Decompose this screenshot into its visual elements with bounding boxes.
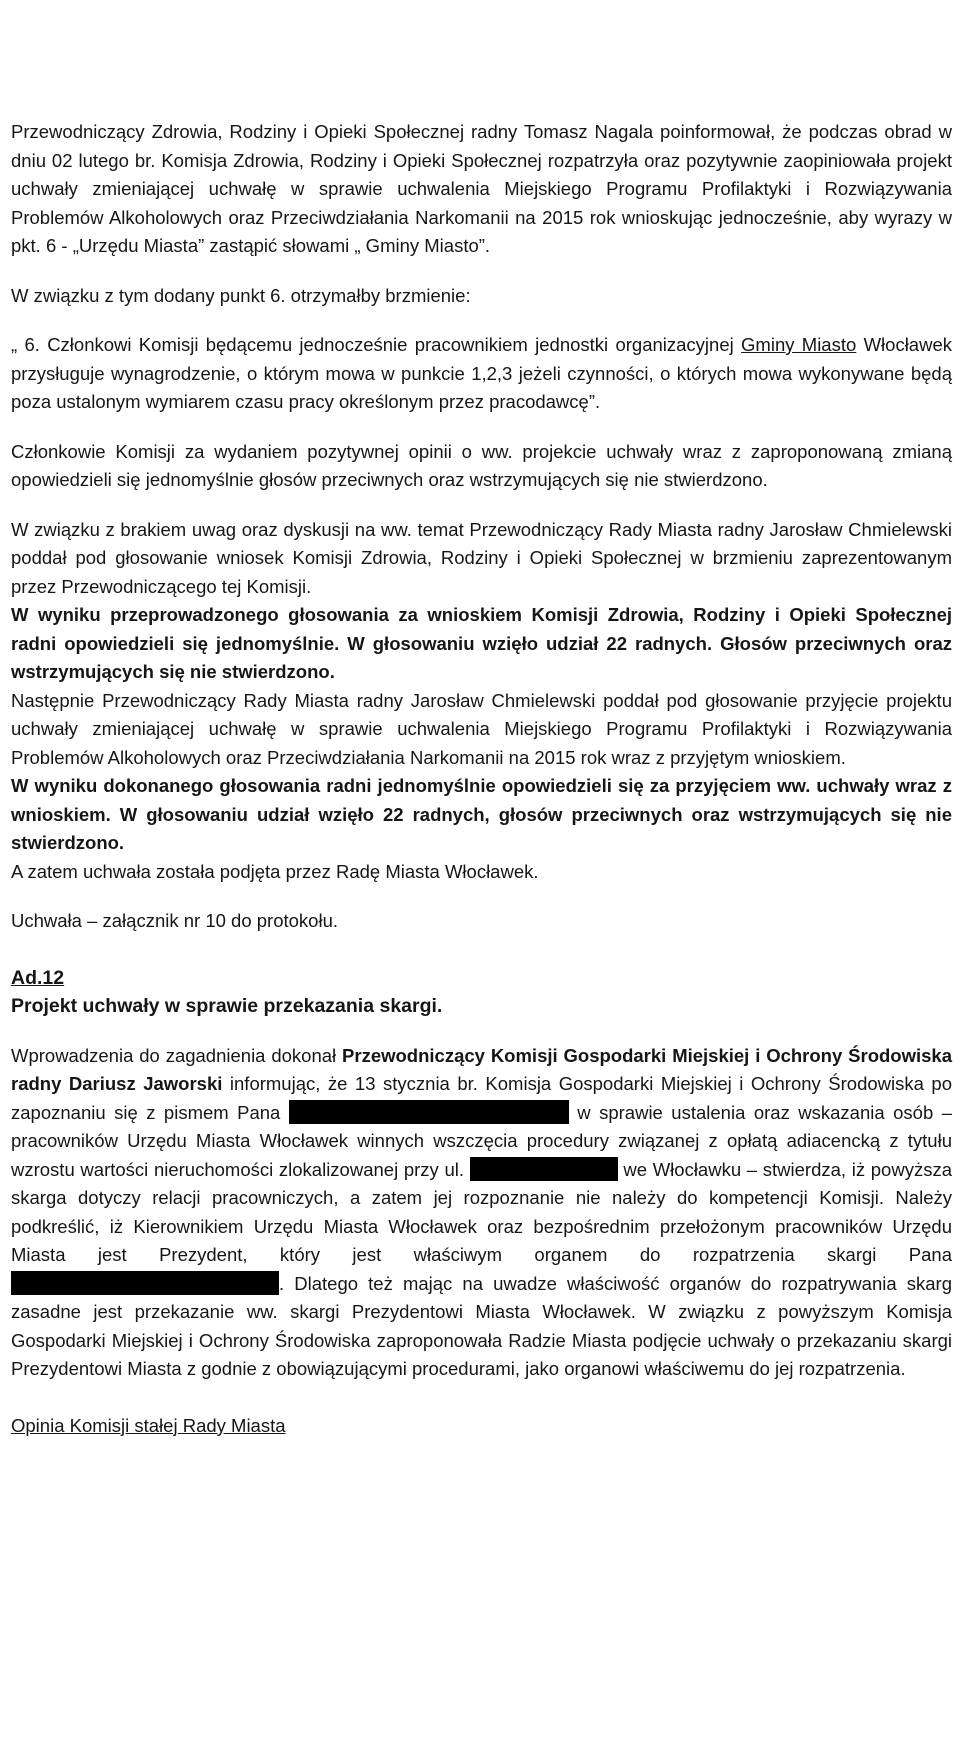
paragraph-point-6-intro: W związku z tym dodany punkt 6. otrzymałby brzmienie: [11,284,471,306]
redacted-street-block [470,1157,618,1181]
complaint-presenter: Przewodniczący Komisji Gospodarki Miejskiej i Ochrony Środowiska radny Dariusz Jaworski [11,1044,952,1094]
paragraph-vote-result-resolution: W wyniku dokonanego głosowania radni jednomyślnie opowiedzieli się za przyjęciem ww. uchwały wraz z wnioskiem. W głosowaniu udział wzięło 22 radnych, głosów przeciwnych oraz wstrzymujących się nie stwierdzono. [11,775,952,853]
redacted-name-block-2 [11,1271,279,1295]
paragraph-committee-opinion: Członkowie Komisji za wydaniem pozytywnej opinii o ww. projekcie uchwały wraz z zaproponowaną zmianą opowiedzieli się jednomyślnie głosów przeciwnych oraz wstrzymujących się nie stwierdzono. [11,440,952,490]
paragraph-committee-report: Przewodniczący Zdrowia, Rodziny i Opieki Społecznej radny Tomasz Nagala poinformował, że podczas obrad w dniu 02 lutego br. Komisja Zdrowia, Rodziny i Opieki Społecznej rozpatrzyła oraz pozytywnie zaopiniowała projekt uchwały zmieniającej uchwałę w sprawie uchwalenia Miejskiego Programu Profilaktyki i Rozwiązywania Problemów Alkoholowych oraz Przeciwdziałania Narkomanii na 2015 rok wnioskując jednocześnie, aby wyrazy w pkt. 6 - „Urzędu Miasta” zastąpić słowami „ Gminy Miasto”. [11,121,952,256]
paragraph-attachment-note: Uchwała – załącznik nr 10 do protokołu. [11,910,339,931]
complaint-text-f: . Dlatego też mając na uwadze właściwość organów do rozpatrywania skarg zasadne jest przekazanie ww. skargi Prezydentowi Miasta Włocławek. W związku z powyższym Komisja Gospodarki Miejskiej i Ochrony Środowiska zaproponowała Radzie Miasta podjęcie uchwały o przekazaniu skargi Prezydentowi Miasta z godnie z obowiązującymi procedurami, jako organowi właściwemu do jej rozpatrzenia. [11,1272,952,1379]
complaint-text-e: we Włocławku – stwierdza, iż powyższa skarga dotyczy relacji pracowniczych, a zatem jej rozpoznanie nie należy do kompetencji Komisji. Należy podkreślić, iż Kierownikiem Urzędu Miasta Włocławek oraz bezpośrednim przełożonym pracowników Urzędu Miasta jest Prezydent, który jest właściwym organem do rozpatrzenia skargi Pana [11,1158,952,1265]
point-6-text-a: „ 6. Członkowi Komisji będącemu jednocześnie pracownikiem jednostki organizacyjnej [11,334,742,355]
paragraph-vote-resolution: Następnie Przewodniczący Rady Miasta radny Jarosław Chmielewski poddał pod głosowanie przyjęcie projektu uchwały zmieniającej uchwałę w sprawie uchwalenia Miejskiego Programu Profilaktyki i Rozwiązywania Problemów Alkoholowych oraz Przeciwdziałania Narkomanii na 2015 rok wraz z przyjętym wnioskiem. [11,689,952,768]
paragraph-vote-motion: W związku z brakiem uwag oraz dyskusji na ww. temat Przewodniczący Rady Miasta radny Jarosław Chmielewski poddał pod głosowanie wniosek Komisji Zdrowia, Rodziny i Opieki Społecznej w brzmieniu zaprezentowanym przez Przewodniczącego tej Komisji. [11,518,952,597]
paragraph-vote-result-motion: W wyniku przeprowadzonego głosowania za wnioskiem Komisji Zdrowia, Rodziny i Opieki Społecznej radni opowiedzieli się jednomyślnie. W głosowaniu wzięło udział 22 radnych. Głosów przeciwnych oraz wstrzymujących się nie stwierdzono. [11,604,952,682]
complaint-text-c: informując, że 13 stycznia br. Komisja Gospodarki Miejskiej i Ochrony Środowiska po zapoznaniu się z pismem Pana [11,1073,953,1123]
committee-opinion-heading: Opinia Komisji stałej Rady Miasta [11,1414,286,1436]
complaint-text-d: w sprawie ustalenia oraz wskazania osób – pracowników Urzędu Miasta Włocławek winnych wszczęcia procedury związanej z opłatą adiacencką z tytułu wzrostu wartości nieruchomości zlokalizowanej przy ul. [11,1101,952,1180]
paragraph-complaint-intro [11,1042,952,1384]
redacted-name-block [289,1100,569,1124]
point-6-underlined: Gminy Miasto [741,334,857,355]
point-6-text-b: Włocławek przysługuje wynagrodzenie, o którym mowa w punkcie 1,2,3 jeżeli czynności, o których mowa wykonywane będą poza ustalonym wymiarem czasu pracy określonym przez pracodawcę”. [11,334,952,412]
agenda-item-label: Ad.12 [11,966,65,989]
paragraph-point-6-text [11,331,952,417]
paragraph-resolution-adopted: A zatem uchwała została podjęta przez Radę Miasta Włocławek. [11,860,539,882]
complaint-text-a: Wprowadzenia do zagadnienia dokonał [11,1044,343,1066]
agenda-item-title: Projekt uchwały w sprawie przekazania skargi. [11,995,443,1017]
